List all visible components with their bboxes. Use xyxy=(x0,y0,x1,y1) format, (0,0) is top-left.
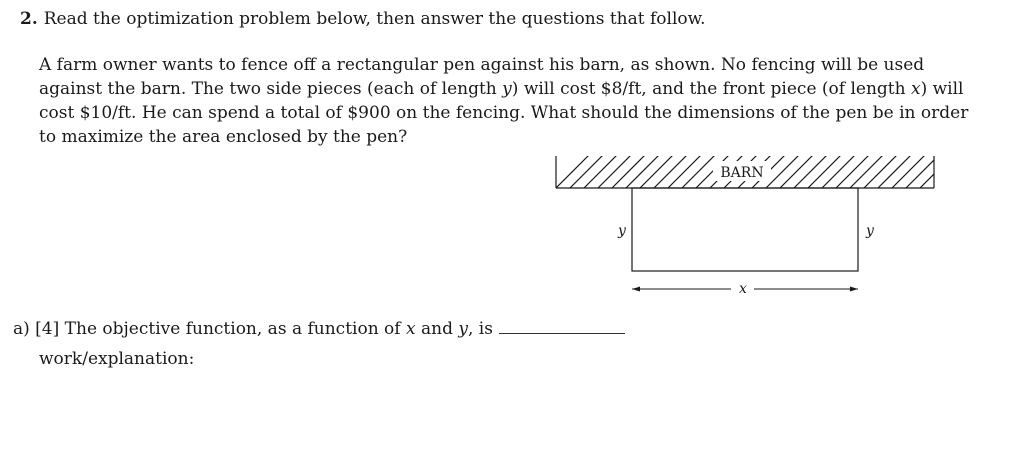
barn-label: BARN xyxy=(720,165,764,181)
hatch-line xyxy=(584,154,618,188)
question-heading xyxy=(20,9,706,29)
part-a-var-y: y xyxy=(458,319,468,339)
question-instruction: Read the optimization problem below, then answer the questions that follow. xyxy=(43,9,706,29)
hatch-line xyxy=(836,154,870,188)
hatch-line xyxy=(626,154,660,188)
hatch-line xyxy=(668,154,702,188)
hatch-line xyxy=(934,154,948,188)
part-a-mid: and xyxy=(415,319,459,339)
hatch-line xyxy=(780,154,814,188)
hatch-line xyxy=(654,154,688,188)
hatch-line xyxy=(878,154,912,188)
var-x: x xyxy=(910,79,921,99)
problem-line-2-part-a: against the barn. The two side pieces (each of length xyxy=(39,79,503,99)
problem-line-2-part-c: ) will xyxy=(920,79,964,99)
part-a-question xyxy=(13,316,625,339)
hatch-line xyxy=(682,154,716,188)
problem-line-2 xyxy=(39,77,969,101)
part-a-var-x: x xyxy=(405,319,416,339)
hatch-line xyxy=(808,154,842,188)
hatch-line xyxy=(864,154,898,188)
hatch-line xyxy=(570,154,604,188)
work-explanation-label: work/explanation: xyxy=(39,349,195,369)
problem-line-2-part-b: ) will cost $8/ft, and the front piece (of length xyxy=(511,79,911,99)
left-side-label: y xyxy=(618,223,626,239)
barn-pen-diagram xyxy=(548,150,948,300)
var-y: y xyxy=(502,79,512,99)
problem-line-4: to maximize the area enclosed by the pen? xyxy=(39,127,408,147)
hatch-line xyxy=(612,154,646,188)
hatch-line xyxy=(850,154,884,188)
hatch-line xyxy=(556,154,590,188)
problem-line-3: cost $10/ft. He can spend a total of $900 on the fencing. What should the dimensions of the pen be in order xyxy=(39,103,969,123)
hatch-line xyxy=(640,154,674,188)
hatch-line xyxy=(906,154,940,188)
part-a-suffix: , is xyxy=(467,319,493,339)
pen-rectangle xyxy=(632,188,858,271)
hatch-line xyxy=(892,154,926,188)
hatch-line xyxy=(766,154,800,188)
question-number: 2. xyxy=(20,9,38,29)
part-a-prefix: a) [4] The objective function, as a function of xyxy=(13,319,406,339)
answer-blank[interactable] xyxy=(499,316,625,334)
right-side-label: y xyxy=(866,223,874,239)
hatch-line xyxy=(598,154,632,188)
hatch-line xyxy=(822,154,856,188)
hatch-line xyxy=(794,154,828,188)
problem-statement xyxy=(39,53,969,149)
front-label: x xyxy=(739,281,747,297)
problem-line-1: A farm owner wants to fence off a rectangular pen against his barn, as shown. No fencing will be used xyxy=(39,55,925,75)
